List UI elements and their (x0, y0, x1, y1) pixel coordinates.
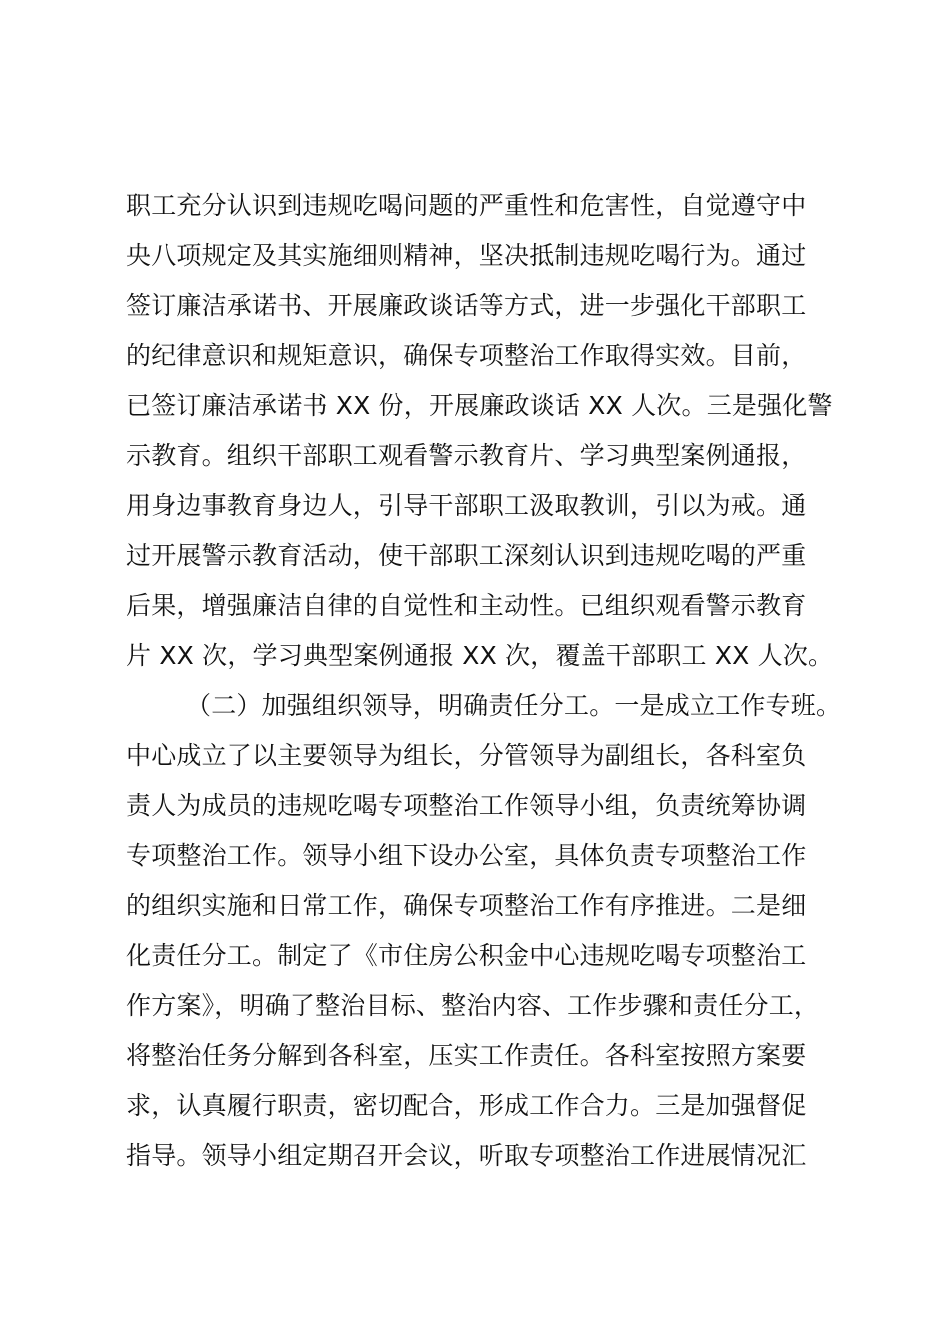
text-line: 过开展警示教育活动，使干部职工深刻认识到违规吃喝的严重 (126, 541, 807, 570)
text-line: 的纪律意识和规矩意识，确保专项整治工作取得实效。目前， (126, 341, 807, 370)
text-line: 的组织实施和日常工作，确保专项整治工作有序推进。二是细 (126, 891, 807, 920)
body-text (126, 181, 842, 1181)
text-line: 用身边事教育身边人，引导干部职工汲取教训，引以为戒。通 (126, 491, 807, 520)
text-line: 示教育。组织干部职工观看警示教育片、学习典型案例通报， (126, 441, 807, 470)
text-line: 片 XX 次，学习典型案例通报 XX 次，覆盖干部职工 XX 人次。 (126, 641, 834, 670)
text-line: 求，认真履行职责，密切配合，形成工作合力。三是加强督促 (126, 1091, 807, 1120)
text-line: 签订廉洁承诺书、开展廉政谈话等方式，进一步强化干部职工 (126, 291, 807, 320)
text-line: 中心成立了以主要领导为组长，分管领导为副组长，各科室负 (126, 741, 807, 770)
text-line: 专项整治工作。领导小组下设办公室，具体负责专项整治工作 (126, 841, 807, 870)
section-heading-line: （二）加强组织领导，明确责任分工。一是成立工作专班。 (186, 691, 842, 720)
text-line: 化责任分工。制定了《市住房公积金中心违规吃喝专项整治工 (126, 941, 807, 970)
text-line: 央八项规定及其实施细则精神，坚决抵制违规吃喝行为。通过 (126, 241, 807, 270)
text-line: 指导。领导小组定期召开会议，听取专项整治工作进展情况汇 (126, 1141, 807, 1170)
text-line: 责人为成员的违规吃喝专项整治工作领导小组，负责统筹协调 (126, 791, 807, 820)
text-line: 作方案》，明确了整治目标、整治内容、工作步骤和责任分工， (126, 991, 820, 1020)
text-line: 已签订廉洁承诺书 XX 份，开展廉政谈话 XX 人次。三是强化警 (126, 391, 833, 420)
text-line: 后果，增强廉洁自律的自觉性和主动性。已组织观看警示教育 (126, 591, 807, 620)
text-line: 将整治任务分解到各科室，压实工作责任。各科室按照方案要 (126, 1041, 807, 1070)
text-line: 职工充分认识到违规吃喝问题的严重性和危害性，自觉遵守中 (126, 191, 807, 220)
